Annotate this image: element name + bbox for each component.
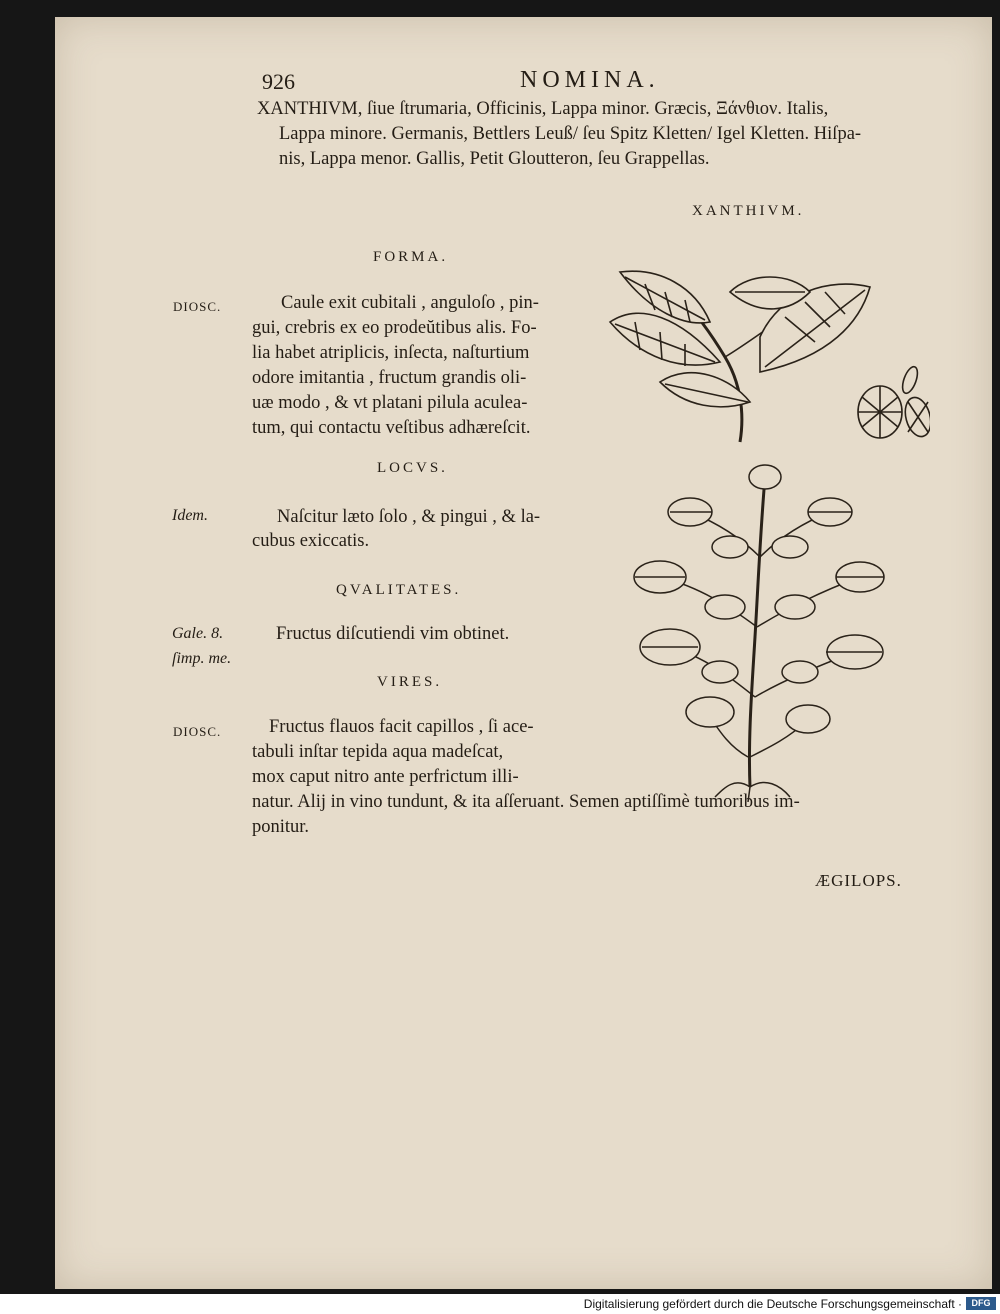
margin-note-vires: DIOSC. (173, 724, 222, 739)
heading-vires: VIRES. (377, 674, 443, 690)
vires-line-1: Fructus flauos facit capillos , ſi ace- (269, 717, 534, 737)
forma-line-5: uæ modo , & vt platani pilula aculea- (252, 393, 528, 413)
forma-line-4: odore imitantia , fructum grandis oli- (252, 368, 527, 388)
locus-line-2: cubus exiccatis. (252, 531, 370, 551)
running-title: NOMINA. (520, 67, 660, 93)
page-number: 926 (262, 69, 295, 94)
forma-line-2: gui, crebris ex eo prodeŭtibus alis. Fo- (252, 318, 537, 338)
heading-forma: FORMA. (373, 249, 449, 265)
woodcut-xanthium-whole-plant-illustration (630, 457, 890, 802)
vires-line-5: ponitur. (252, 817, 310, 837)
footer-credit-text: Digitalisierung gefördert durch die Deutsche Forschungsgemeinschaft · (583, 1297, 962, 1311)
nomina-line-2: Lappa minore. Germanis, Bettlers Leuß/ ſeu Spitz Kletten/ Igel Kletten. Hiſpa- (279, 124, 862, 144)
vires-line-3: mox caput nitro ante perfrictum illi- (252, 767, 519, 787)
margin-note-forma: DIOSC. (173, 299, 222, 314)
heading-locus: LOCVS. (377, 460, 448, 476)
margin-note-locus: Idem. (172, 507, 208, 524)
nomina-line-1: XANTHIVM, ſiue ſtrumaria, Officinis, Lappa minor. Græcis, Ξάνθιον. Italis, (257, 99, 829, 119)
book-page (55, 17, 992, 1289)
catchword: ÆGILOPS. (815, 871, 902, 890)
digitization-footer (0, 1294, 1000, 1314)
locus-line-1: Naſcitur læto ſolo , & pingui , & la- (277, 507, 541, 527)
vires-line-2: tabuli inſtar tepida aqua madeſcat, (252, 742, 504, 762)
woodcut-xanthium-branch-illustration (600, 262, 930, 447)
figure-caption: XANTHIVM. (692, 203, 805, 219)
nomina-line-3: nis, Lappa menor. Gallis, Petit Gloutteron, ſeu Grappellas. (279, 149, 710, 169)
heading-qualitates: QVALITATES. (336, 582, 462, 598)
qualitates-line-1: Fructus diſcutiendi vim obtinet. (276, 624, 510, 644)
vires-line-4: natur. Alij in vino tundunt, & ita aſſeruant. Semen aptiſſimè tumoribus im- (252, 792, 800, 812)
forma-line-6: tum, qui contactu veſtibus adhæreſcit. (252, 418, 531, 438)
forma-line-3: lia habet atriplicis, inſecta, naſturtium (252, 343, 530, 363)
dfg-logo: DFG (966, 1297, 996, 1310)
margin-note-qualitates-1: Gale. 8. (172, 625, 224, 642)
margin-note-qualitates-2: ſimp. me. (172, 650, 232, 667)
forma-line-1: Caule exit cubitali , anguloſo , pin- (281, 293, 539, 313)
